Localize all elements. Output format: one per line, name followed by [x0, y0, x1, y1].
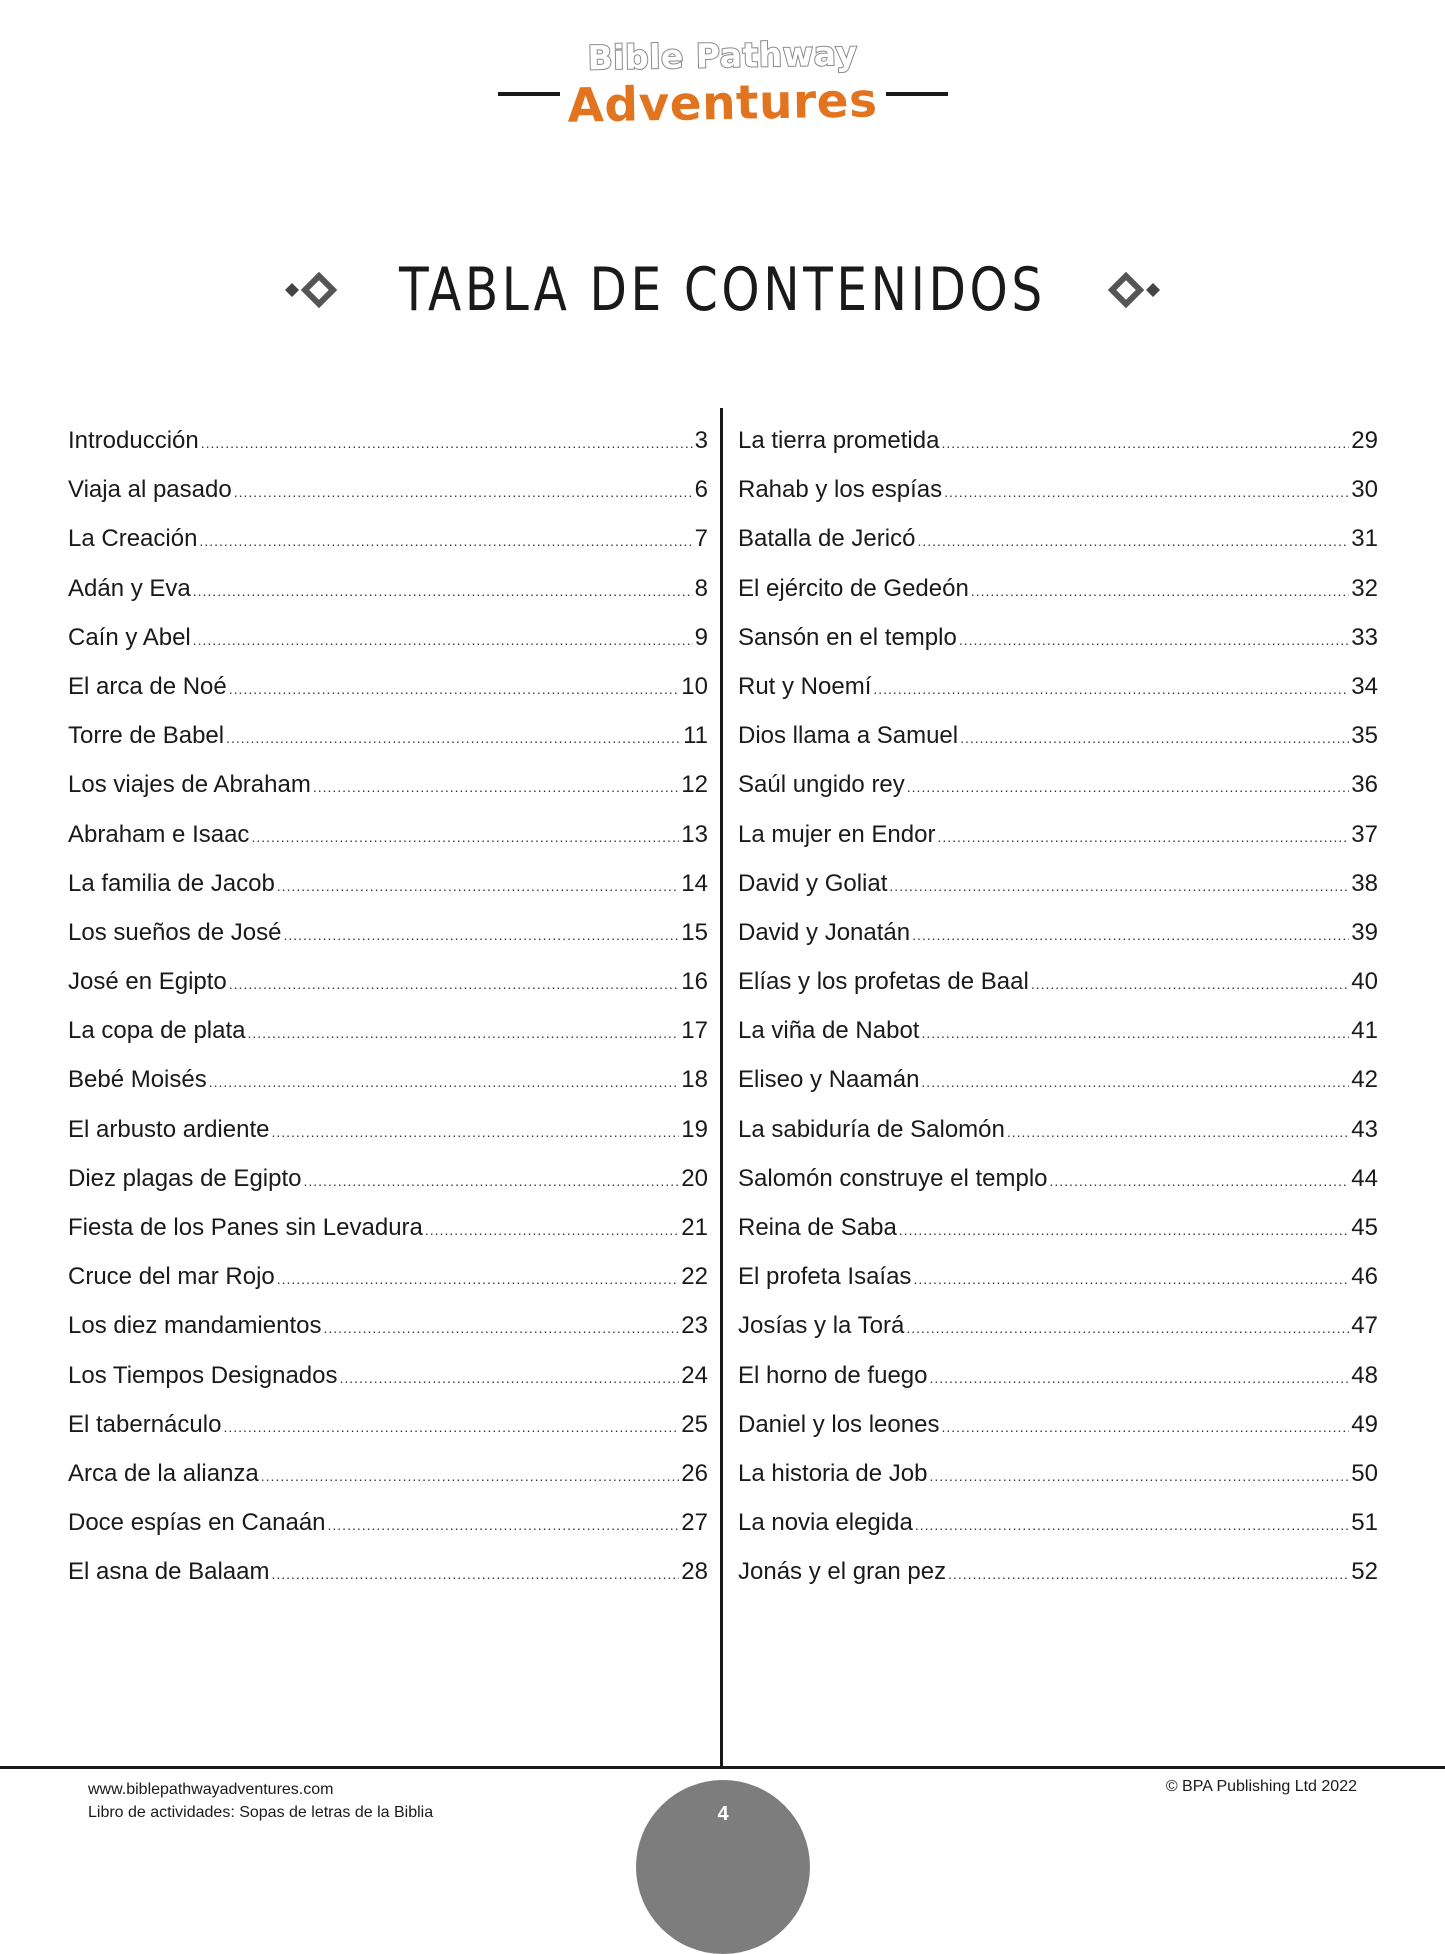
toc-entry-title: El profeta Isaías	[738, 1263, 912, 1291]
toc-entry-title: Batalla de Jericó	[738, 525, 916, 553]
footer-rule	[0, 1766, 1445, 1769]
toc-entry[interactable]	[68, 427, 708, 476]
toc-entry-title: David y Jonatán	[738, 918, 911, 946]
dot-leader	[889, 878, 1349, 894]
toc-entry[interactable]	[738, 1263, 1378, 1312]
toc-entry[interactable]	[68, 575, 708, 624]
toc-entry-title: Saúl ungido rey	[738, 771, 905, 799]
dot-leader	[1007, 1124, 1349, 1140]
title-row	[0, 250, 1445, 330]
toc-entry[interactable]	[68, 1263, 708, 1312]
toc-entry-title: Adán y Eva	[68, 574, 191, 602]
toc-entry[interactable]	[738, 919, 1378, 968]
toc-entry-page: 37	[1351, 820, 1378, 848]
toc-entry-title: La copa de plata	[68, 1017, 246, 1045]
toc-entry-title: Reina de Saba	[738, 1214, 897, 1241]
toc-entry-title: Dios llama a Samuel	[738, 722, 959, 750]
toc-entry-page: 44	[1351, 1164, 1378, 1192]
toc-entry-page: 47	[1351, 1312, 1378, 1340]
toc-entry-page: 42	[1351, 1066, 1378, 1094]
toc-entry[interactable]	[68, 1362, 708, 1411]
toc-entry-page: 29	[1351, 427, 1378, 454]
toc-entry-page: 26	[681, 1459, 708, 1487]
footer-copyright: © BPA Publishing Ltd 2022	[1165, 1778, 1357, 1795]
toc-entry-page: 36	[1351, 771, 1378, 799]
dot-leader	[271, 1124, 679, 1140]
dot-leader	[229, 976, 680, 992]
dot-leader	[941, 435, 1349, 451]
dot-leader	[941, 1419, 1349, 1435]
dot-leader	[209, 1074, 680, 1090]
toc-entry-title: Introducción	[68, 427, 199, 454]
dot-leader	[223, 1419, 679, 1435]
toc-left-column	[68, 427, 708, 1608]
toc-entry[interactable]	[68, 919, 708, 968]
toc-entry-title: El arca de Noé	[68, 672, 227, 700]
toc-entry[interactable]	[738, 1312, 1378, 1361]
dot-leader	[226, 730, 681, 746]
toc-entry[interactable]	[738, 673, 1378, 722]
toc-entry-title: Torre de Babel	[68, 722, 225, 750]
dot-leader	[899, 1222, 1350, 1238]
dot-leader	[303, 1173, 679, 1189]
dot-leader	[271, 1566, 679, 1582]
dot-leader	[921, 1074, 1349, 1090]
toc-entry-title: La familia de Jacob	[68, 869, 275, 897]
dot-leader	[323, 1320, 679, 1336]
footer-website-link[interactable]: www.biblepathwayadventures.com	[88, 1781, 334, 1798]
toc-entry[interactable]	[738, 870, 1378, 919]
toc-entry[interactable]	[738, 624, 1378, 673]
toc-entry[interactable]	[738, 1017, 1378, 1066]
toc-entry-title: Josías y la Torá	[738, 1312, 905, 1340]
toc-entry[interactable]	[738, 427, 1378, 476]
toc-entry[interactable]	[68, 1066, 708, 1115]
toc-entry[interactable]	[738, 1558, 1378, 1607]
toc-entry-page: 21	[681, 1214, 708, 1241]
page-number: 4	[717, 1803, 729, 1825]
toc-entry-title: Bebé Moisés	[68, 1066, 207, 1094]
toc-entry[interactable]	[68, 1017, 708, 1066]
toc-entry[interactable]	[68, 1509, 708, 1558]
toc-entry[interactable]	[68, 673, 708, 722]
toc-right-column	[738, 427, 1378, 1608]
toc-entry-page: 45	[1351, 1214, 1378, 1241]
column-divider	[720, 408, 723, 1768]
toc-entry-page: 7	[694, 525, 708, 553]
toc-entry-page: 46	[1351, 1263, 1378, 1291]
toc-entry-page: 38	[1351, 869, 1378, 897]
page-title: TABLA DE CONTENIDOS	[399, 255, 1046, 325]
toc-entry-title: La Creación	[68, 525, 198, 553]
toc-entry-page: 3	[694, 427, 708, 454]
toc-entry-title: La novia elegida	[738, 1509, 913, 1537]
toc-entry-title: Abraham e Isaac	[68, 820, 250, 848]
dot-leader	[277, 1271, 680, 1287]
toc-entry-title: La viña de Nabot	[738, 1017, 920, 1045]
toc-entry[interactable]	[738, 1165, 1378, 1214]
toc-entry-title: Diez plagas de Egipto	[68, 1164, 302, 1192]
dot-leader	[929, 1370, 1349, 1386]
toc-entry-page: 31	[1351, 525, 1378, 553]
toc-entry-page: 34	[1351, 672, 1378, 700]
toc-entry[interactable]	[738, 525, 1378, 574]
toc-entry-page: 19	[681, 1115, 708, 1143]
footer-book-title: Libro de actividades: Sopas de letras de la Biblia	[88, 1804, 434, 1821]
toc-entry-title: Sansón en el templo	[738, 623, 957, 651]
toc-entry-title: El ejército de Gedeón	[738, 574, 969, 602]
dot-leader	[277, 878, 680, 894]
toc-entry[interactable]	[68, 476, 708, 525]
toc-entry-page: 11	[683, 722, 708, 750]
toc-entry-title: La tierra prometida	[738, 427, 940, 454]
toc-entry[interactable]	[738, 1116, 1378, 1165]
toc-entry-title: El asna de Balaam	[68, 1558, 270, 1586]
logo-text-adventures: Adventures	[567, 73, 878, 134]
dot-leader	[913, 1271, 1349, 1287]
toc-entry[interactable]	[738, 1066, 1378, 1115]
toc-entry-page: 22	[681, 1263, 708, 1291]
toc-entry-title: La sabiduría de Salomón	[738, 1115, 1005, 1143]
dot-leader	[247, 1025, 679, 1041]
toc-entry-page: 35	[1351, 722, 1378, 750]
toc-entry-page: 23	[681, 1312, 708, 1340]
dot-leader	[425, 1222, 679, 1238]
toc-entry-title: Rut y Noemí	[738, 672, 872, 700]
toc-entry-title: Caín y Abel	[68, 623, 191, 651]
dot-leader	[234, 484, 693, 500]
toc-entry[interactable]	[68, 1116, 708, 1165]
toc-entry-title: Los diez mandamientos	[68, 1312, 322, 1340]
dot-leader	[199, 533, 692, 549]
toc-entry-page: 12	[681, 771, 708, 799]
toc-entry[interactable]	[738, 1460, 1378, 1509]
toc-entry-page: 6	[694, 476, 708, 504]
toc-entry-title: El horno de fuego	[738, 1361, 928, 1389]
footer-info	[88, 1778, 433, 1824]
toc-entry-title: Los Tiempos Designados	[68, 1361, 338, 1389]
toc-entry-page: 9	[694, 623, 708, 651]
toc-entry-page: 16	[681, 968, 708, 996]
toc-entry-title: José en Egipto	[68, 968, 227, 996]
toc-entry-title: Salomón construye el templo	[738, 1164, 1048, 1192]
toc-entry[interactable]	[738, 722, 1378, 771]
toc-entry-page: 20	[681, 1164, 708, 1192]
toc-entry-page: 32	[1351, 574, 1378, 602]
toc-entry[interactable]	[738, 575, 1378, 624]
toc-entry-page: 40	[1351, 968, 1378, 996]
diamond-ornament-left-icon	[279, 270, 345, 310]
toc-entry[interactable]	[738, 1509, 1378, 1558]
toc-entry-title: Los sueños de José	[68, 918, 282, 946]
toc-entry-page: 13	[681, 820, 708, 848]
toc-entry-title: La mujer en Endor	[738, 820, 936, 848]
dot-leader	[339, 1370, 679, 1386]
toc-entry-title: Eliseo y Naamán	[738, 1066, 920, 1094]
toc-entry[interactable]	[68, 1312, 708, 1361]
dot-leader	[971, 583, 1349, 599]
dot-leader	[201, 435, 693, 451]
dot-leader	[251, 829, 679, 845]
toc-entry-title: Jonás y el gran pez	[738, 1558, 947, 1586]
toc-entry-page: 51	[1351, 1509, 1378, 1537]
toc-entry-page: 10	[681, 672, 708, 700]
dot-leader	[193, 632, 693, 648]
toc-entry-page: 52	[1351, 1558, 1378, 1586]
toc-entry-title: El tabernáculo	[68, 1410, 222, 1438]
toc-entry-page: 49	[1351, 1410, 1378, 1438]
toc-entry[interactable]	[738, 771, 1378, 820]
dot-leader	[915, 1517, 1349, 1533]
toc-entry-page: 15	[681, 918, 708, 946]
toc-entry-page: 39	[1351, 918, 1378, 946]
toc-entry-page: 50	[1351, 1459, 1378, 1487]
diamond-ornament-right-icon	[1100, 270, 1166, 310]
toc-entry-page: 27	[681, 1509, 708, 1537]
logo-right-rule	[886, 92, 948, 96]
dot-leader	[283, 927, 679, 943]
toc-entry[interactable]	[68, 1165, 708, 1214]
toc-entry[interactable]	[68, 722, 708, 771]
dot-leader	[929, 1468, 1349, 1484]
toc-entry-title: Arca de la alianza	[68, 1459, 259, 1487]
logo-text-bible-pathway: Bible Pathway	[587, 33, 858, 78]
dot-leader	[944, 484, 1349, 500]
toc-entry-title: Doce espías en Canaán	[68, 1509, 326, 1537]
dot-leader	[873, 681, 1349, 697]
toc-entry-page: 18	[681, 1066, 708, 1094]
toc-entry-page: 43	[1351, 1115, 1378, 1143]
toc-entry[interactable]	[738, 476, 1378, 525]
toc-entry-page: 48	[1351, 1361, 1378, 1389]
toc-entry-page: 17	[681, 1017, 708, 1045]
toc-entry[interactable]	[738, 968, 1378, 1017]
dot-leader	[1050, 1173, 1350, 1189]
toc-entry[interactable]	[68, 1558, 708, 1607]
dot-leader	[193, 583, 693, 599]
toc-entry-page: 25	[681, 1410, 708, 1438]
toc-entry-title: El arbusto ardiente	[68, 1115, 270, 1143]
toc-entry-page: 8	[694, 574, 708, 602]
toc-entry-page: 24	[681, 1361, 708, 1389]
toc-entry[interactable]	[68, 525, 708, 574]
dot-leader	[960, 730, 1349, 746]
toc-entry-title: Viaja al pasado	[68, 476, 232, 504]
toc-entry-title: Daniel y los leones	[738, 1410, 940, 1438]
toc-entry[interactable]	[738, 1362, 1378, 1411]
toc-entry[interactable]	[738, 1214, 1378, 1263]
toc-entry[interactable]	[68, 1411, 708, 1460]
toc-entry[interactable]	[68, 870, 708, 919]
dot-leader	[907, 779, 1350, 795]
toc-entry-title: Rahab y los espías	[738, 476, 943, 504]
dot-leader	[937, 829, 1349, 845]
dot-leader	[1031, 976, 1349, 992]
toc-entry[interactable]	[68, 624, 708, 673]
toc-entry-title: La historia de Job	[738, 1459, 928, 1487]
dot-leader	[912, 927, 1349, 943]
toc-entry[interactable]	[68, 968, 708, 1017]
toc-entry-title: Los viajes de Abraham	[68, 771, 311, 799]
toc-entry-page: 41	[1351, 1017, 1378, 1045]
toc-entry[interactable]	[68, 1460, 708, 1509]
dot-leader	[917, 533, 1349, 549]
dot-leader	[229, 681, 680, 697]
toc-entry[interactable]	[738, 1411, 1378, 1460]
toc-entry-title: Cruce del mar Rojo	[68, 1263, 275, 1291]
toc-entry[interactable]	[68, 1214, 708, 1263]
toc-entry[interactable]	[68, 821, 708, 870]
toc-entry-page: 33	[1351, 623, 1378, 651]
toc-entry-title: David y Goliat	[738, 869, 888, 897]
toc-entry[interactable]	[68, 771, 708, 820]
toc-entry-page: 28	[681, 1558, 708, 1586]
dot-leader	[328, 1517, 680, 1533]
dot-leader	[921, 1025, 1349, 1041]
dot-leader	[959, 632, 1349, 648]
dot-leader	[906, 1320, 1349, 1336]
toc-entry-page: 14	[681, 869, 708, 897]
dot-leader	[261, 1468, 680, 1484]
toc-entry-page: 30	[1351, 476, 1378, 504]
dot-leader	[313, 779, 679, 795]
toc-entry-title: Elías y los profetas de Baal	[738, 968, 1029, 996]
brand-logo	[0, 30, 1445, 140]
toc-entry[interactable]	[738, 821, 1378, 870]
dot-leader	[948, 1566, 1349, 1582]
toc-entry-title: Fiesta de los Panes sin Levadura	[68, 1214, 423, 1241]
